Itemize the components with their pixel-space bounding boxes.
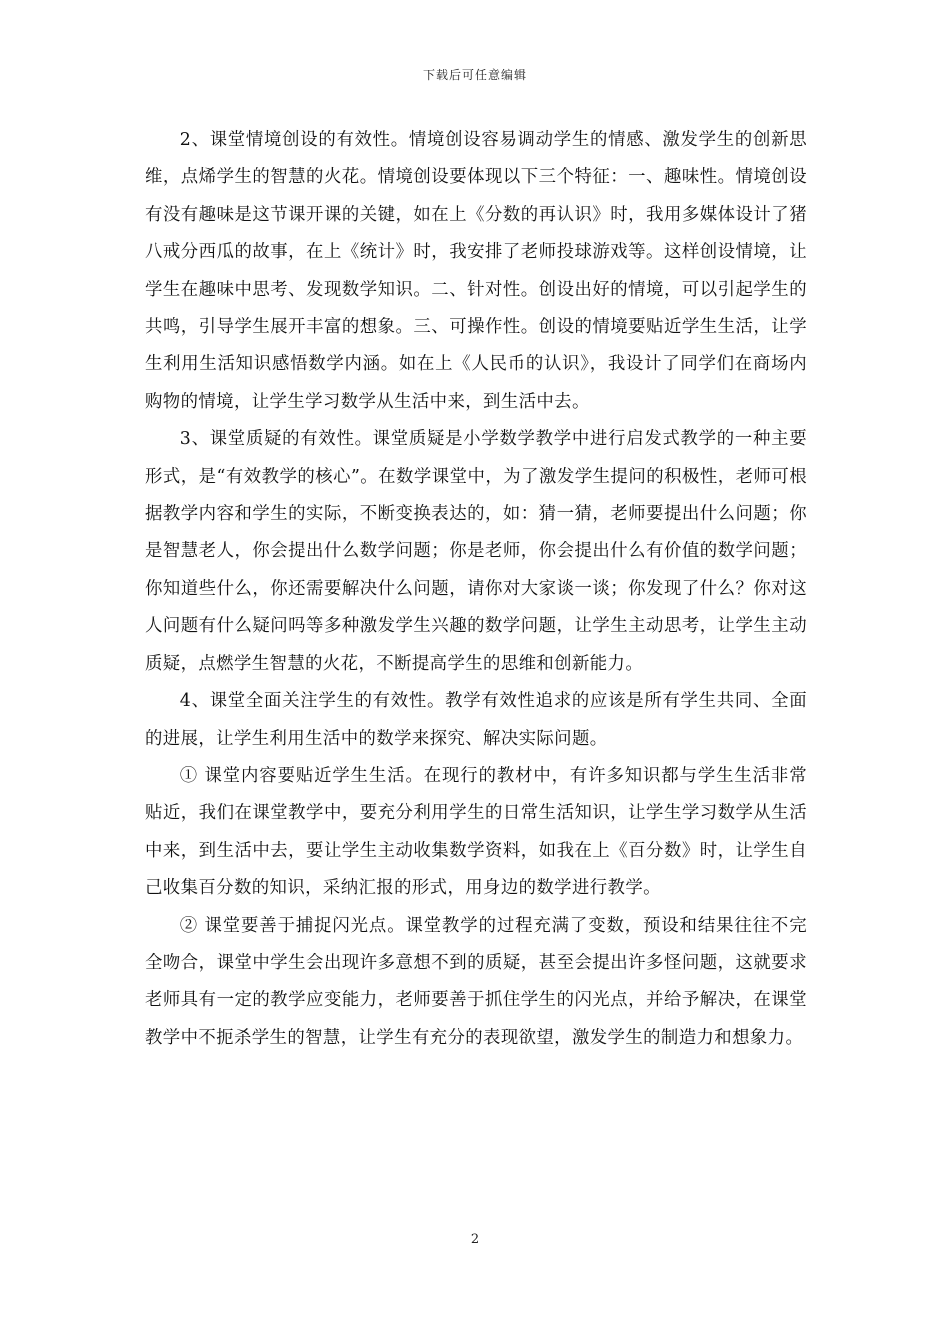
- paragraph-capture-highlights: ② 课堂要善于捕捉闪光点。课堂教学的过程充满了变数，预设和结果往往不完全吻合，课堂中学生会出现许多意想不到的质疑，甚至会提出许多怪问题，这就要求老师具有一定的教学应变能力，老师要善于抓住学生的闪光点，并给予解决，在课堂教学中不扼杀学生的智慧，让学生有充分的表现欲望，激发学生的制造力和想象力。: [145, 915, 807, 1048]
- paragraph-situation-creation: 2、课堂情境创设的有效性。情境创设容易调动学生的情感、激发学生的创新思维，点烯学生的智慧的火花。情境创设要体现以下三个特征：一、趣味性。情境创设有没有趣味是这节课开课的关键，如在上《分数的再认识》时，我用多媒体设计了猪八戒分西瓜的故事，在上《统计》时，我安排了老师投球游戏等。这样创设情境，让学生在趣味中思考、发现数学知识。二、针对性。创设出好的情境，可以引起学生的共鸣，引导学生展开丰富的想象。三、可操作性。创设的情境要贴近学生生活，让学生利用生活知识感悟数学内涵。如在上《人民币的认识》，我设计了同学们在商场内购物的情境，让学生学习数学从生活中来，到生活中去。: [145, 130, 807, 412]
- page-number: 2: [470, 1232, 480, 1247]
- paragraph-attention-to-students: 4、课堂全面关注学生的有效性。教学有效性追求的应该是所有学生共同、全面的进展，让学生利用生活中的数学来探究、解决实际问题。: [145, 691, 807, 749]
- page-header: 下载后可任意编辑: [422, 68, 527, 82]
- paragraph-content-close-to-life: ① 课堂内容要贴近学生生活。在现行的教材中，有许多知识都与学生生活非常贴近，我们在课堂教学中，要充分利用学生的日常生活知识，让学生学习数学从生活中来，到生活中去，要让学生主动收集数学资料，如我在上《百分数》时，让学生自己收集百分数的知识，采纳汇报的形式，用身边的数学进行教学。: [145, 765, 807, 899]
- document-body: [145, 122, 807, 1057]
- paragraph-classroom-questioning: 3、课堂质疑的有效性。课堂质疑是小学数学教学中进行启发式教学的一种主要形式，是“有效教学的核心”。在数学课堂中，为了激发学生提问的积极性，老师可根据教学内容和学生的实际，不断变换表达的，如：猜一猜，老师要提出什么问题；你是智慧老人，你会提出什么数学问题；你是老师，你会提出什么有价值的数学问题；你知道些什么，你还需要解决什么问题，请你对大家谈一谈；你发现了什么？你对这人问题有什么疑问吗等多种激发学生兴趣的数学问题，让学生主动思考，让学生主动质疑，点燃学生智慧的火花，不断提高学生的思维和创新能力。: [145, 429, 807, 674]
